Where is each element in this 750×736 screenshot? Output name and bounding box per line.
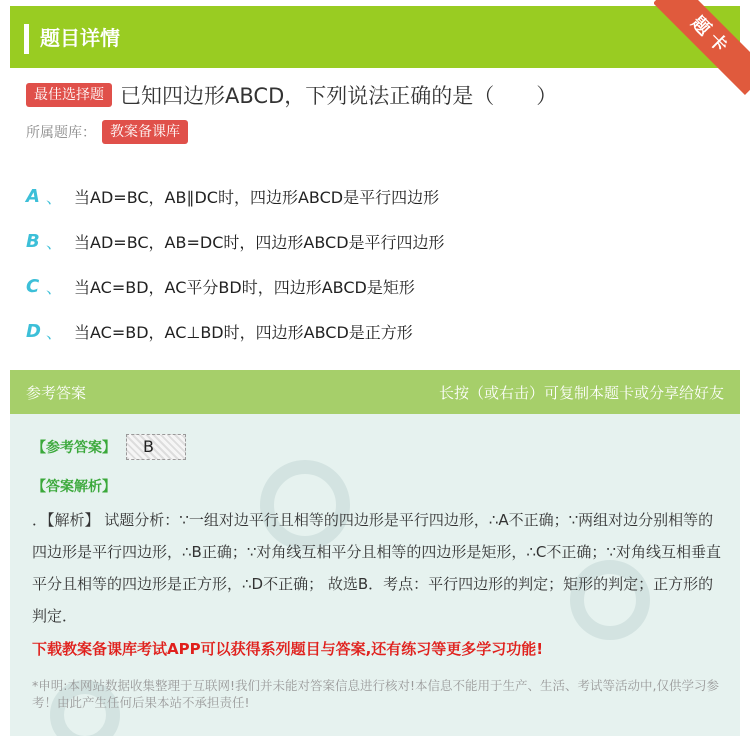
- answer-panel: [10, 370, 740, 736]
- answer-header-title: 参考答案: [26, 383, 87, 402]
- option-text: 当AD=BC，AB=DC时，四边形ABCD是平行四边形: [74, 233, 445, 252]
- header-accent: [24, 24, 29, 54]
- download-app-link[interactable]: 下载教案备课库考试APP可以获得系列题目与答案,还有练习等更多学习功能!: [32, 640, 544, 658]
- options-list: [26, 174, 726, 354]
- option-text: 当AC=BD，AC⊥BD时，四边形ABCD是正方形: [74, 323, 413, 342]
- option-text: 当AD=BC，AB∥DC时，四边形ABCD是平行四边形: [74, 188, 440, 207]
- question-block: [26, 80, 726, 144]
- option-text: 当AC=BD，AC平分BD时，四边形ABCD是矩形: [74, 278, 415, 297]
- option-c[interactable]: [26, 264, 726, 309]
- answer-body: [32, 434, 722, 711]
- bank-label: 所属题库：: [26, 125, 96, 141]
- copy-share-hint[interactable]: 长按（或右击）可复制本题卡或分享给好友: [438, 383, 724, 402]
- answer-header: [10, 370, 740, 414]
- analysis-text: ．【解析】 试题分析：∵一组对边平行且相等的四边形是平行四边形，∴A不正确；∵两组对边分别相等的四边形是平行四边形，∴B正确；∵对角线互相平分且相等的四边形是矩形，∴C不正确；∵对角线互相垂直平分且相等的四边形是正方形，∴D不正确； 故选B．考点：平行四边形的判定；矩形的判定；正方形的判定．: [32, 511, 721, 625]
- option-letter: A: [26, 186, 40, 207]
- page-title: 题目详情: [40, 26, 120, 50]
- question-type-tag: 最佳选择题: [26, 83, 112, 107]
- option-d[interactable]: [26, 309, 726, 354]
- ribbon-label: 题卡: [654, 0, 750, 95]
- question-title: 已知四边形ABCD，下列说法正确的是（ ）: [120, 84, 558, 108]
- option-letter: D: [26, 321, 41, 342]
- option-a[interactable]: [26, 174, 726, 219]
- option-letter: B: [26, 231, 40, 252]
- disclaimer: *申明:本网站数据收集整理于互联网!我们并未能对答案信息进行核对!本信息不能用于生产、生活、考试等活动中,仅供学习参考！由此产生任何后果本站不承担责任!: [32, 678, 719, 710]
- analysis-label: 【答案解析】: [32, 479, 116, 495]
- option-separator: 、: [46, 188, 63, 207]
- answer-value: B: [126, 434, 186, 460]
- option-letter: C: [26, 276, 40, 297]
- option-separator: 、: [46, 323, 63, 342]
- header-bar: [10, 6, 740, 68]
- option-separator: 、: [46, 278, 63, 297]
- answer-label: 【参考答案】: [32, 440, 116, 456]
- option-separator: 、: [46, 233, 63, 252]
- bank-tag[interactable]: 教案备课库: [102, 120, 188, 144]
- option-b[interactable]: [26, 219, 726, 264]
